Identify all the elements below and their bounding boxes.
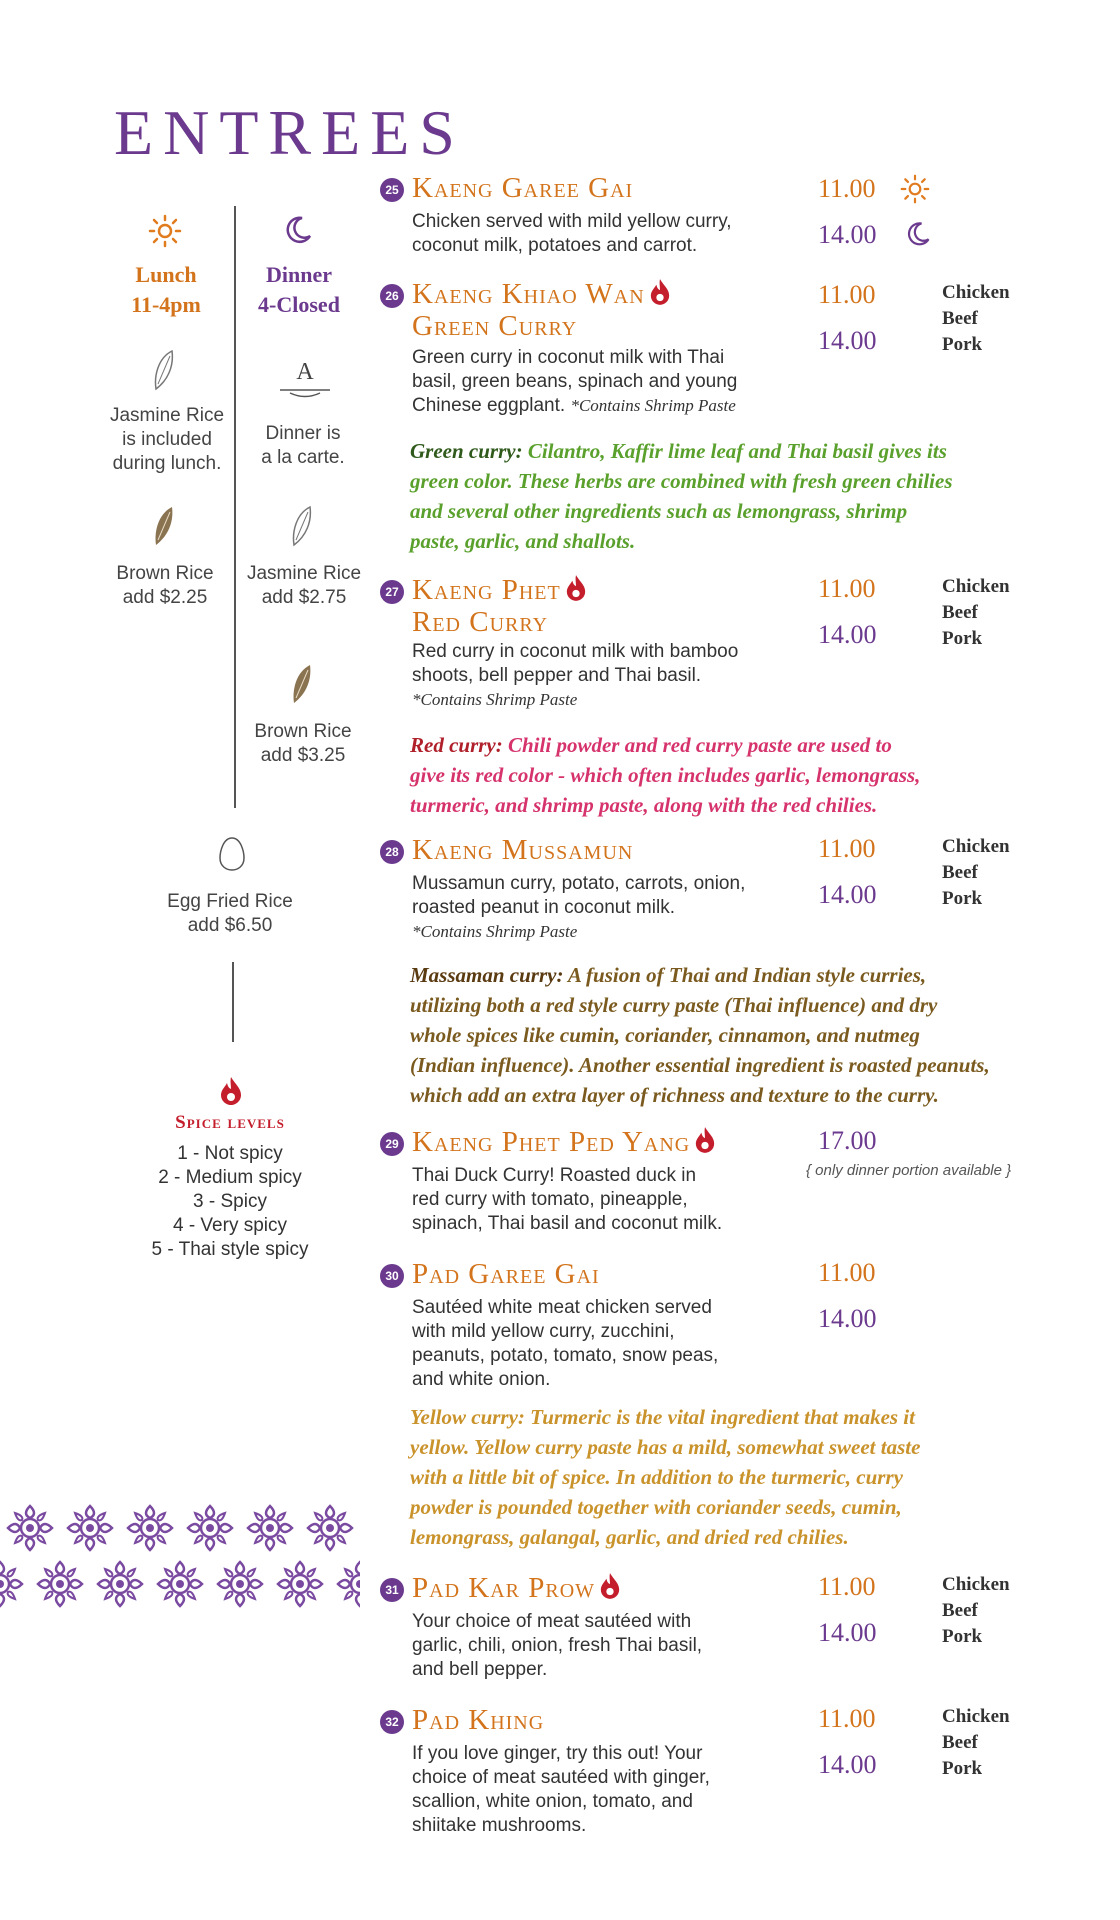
item-number: 25 — [380, 178, 404, 202]
jasmine-lunch-note: Jasmine Rice is included during lunch. — [109, 405, 225, 474]
meat-options: Chicken Beef Pork — [942, 1574, 1010, 1647]
item-name: Kaeng Khiao Wan — [412, 278, 671, 310]
item-description: Your choice of meat sautéed with garlic, chili, onion, fresh Thai basil, and bell pepper. — [412, 1611, 703, 1680]
lunch-price: 11.00 — [818, 1258, 876, 1287]
meat-options: Chicken Beef Pork — [942, 282, 1010, 355]
item-number: 30 — [380, 1264, 404, 1288]
item-description: Chicken served with mild yellow curry, coconut milk, potatoes and carrot. — [412, 211, 732, 256]
dinner-only-note: { only dinner portion available } — [806, 1162, 1012, 1179]
item-name: Kaeng Phet — [412, 574, 587, 606]
brown-rice-icon — [288, 662, 316, 706]
dinner-price: 14.00 — [818, 620, 877, 649]
dinner-price: 14.00 — [818, 220, 877, 249]
shrimp-note: *Contains Shrimp Paste — [412, 922, 578, 941]
plate-letter: A — [296, 359, 314, 385]
item-number: 31 — [380, 1578, 404, 1602]
jasmine-rice-dinner: Jasmine Rice add $2.75 — [246, 563, 362, 608]
moon-icon — [904, 220, 932, 248]
lunch-price: 11.00 — [818, 174, 876, 203]
flame-icon — [599, 1572, 621, 1600]
lunch-price: 11.00 — [818, 1572, 876, 1601]
rice-grain-icon — [288, 504, 316, 548]
flame-icon — [694, 1126, 716, 1154]
flame-icon — [219, 1076, 243, 1106]
item-name: Kaeng Mussamun — [412, 834, 634, 866]
item-number: 26 — [380, 284, 404, 308]
lunch-price: 11.00 — [818, 1704, 876, 1733]
rice-grain-icon — [150, 348, 178, 392]
divider — [234, 206, 236, 808]
sun-icon — [900, 174, 930, 204]
yellow-curry-info: Yellow curry: Turmeric is the vital ingredient that makes it yellow. Yellow curry paste has a mild, somewhat sweet taste with a little bit of spice. In addition to the turmeric, curry powder is pounded together with coriander seeds, cumin, lemongrass, galangal, garlic, and dried red chilies. — [410, 1405, 921, 1549]
item-description: If you love ginger, try this out! Your choice of meat sautéed with ginger, scallion, white onion, tomato, and shiitake mushrooms. — [412, 1743, 710, 1836]
brown-rice-dinner: Brown Rice add $3.25 — [254, 721, 352, 766]
divider — [232, 962, 234, 1042]
meat-options: Chicken Beef Pork — [942, 1706, 1010, 1779]
item-description: Green curry in coconut milk with Thai basil, green beans, spinach and young Chinese eggplant. *Contains Shrimp Paste — [412, 347, 738, 416]
item-name: Pad Kar Prow — [412, 1572, 621, 1604]
flame-icon — [649, 278, 671, 306]
item-name: Pad Khing — [412, 1704, 545, 1736]
item-description: Red curry in coconut milk with bamboo shoots, bell pepper and Thai basil. *Contains Shrimp Paste — [412, 640, 738, 712]
lunch-price: 11.00 — [818, 280, 876, 309]
dinner-price: 14.00 — [818, 1304, 877, 1333]
item-description: Thai Duck Curry! Roasted duck in red curry with tomato, pineapple, spinach, Thai basil and coconut milk. — [412, 1165, 723, 1234]
item-number: 32 — [380, 1710, 404, 1734]
dinner-price: 14.00 — [818, 1618, 877, 1647]
meat-options: Chicken Beef Pork — [942, 836, 1010, 909]
dinner-price: 14.00 — [818, 1750, 877, 1779]
lunch-label: Lunch 11-4pm — [131, 262, 201, 317]
dinner-carte-note: Dinner is a la carte. — [261, 423, 345, 468]
dinner-price: 14.00 — [818, 326, 877, 355]
item-name: Pad Garee Gai — [412, 1258, 600, 1290]
list-item: 5 - Thai style spicy — [151, 1239, 309, 1260]
shrimp-note: *Contains Shrimp Paste — [570, 396, 736, 415]
item-description: Sautéed white meat chicken served with mild yellow curry, zucchini, peanuts, potato, tomato, snow peas, and white onion. — [412, 1297, 719, 1390]
item-name: Kaeng Garee Gai — [412, 172, 634, 204]
decorative-pattern — [0, 1500, 360, 1612]
item-description: Mussamun curry, potato, carrots, onion, roasted peanut in coconut milk. *Contains Shrimp Paste — [412, 872, 745, 944]
spice-levels-title: Spice levels — [175, 1112, 285, 1133]
lunch-price: 11.00 — [818, 574, 876, 603]
list-item: 3 - Spicy — [193, 1191, 267, 1212]
item-subname: Red Curry — [412, 606, 549, 638]
list-item: 4 - Very spicy — [172, 1215, 288, 1236]
item-number: 27 — [380, 580, 404, 604]
sun-icon — [148, 214, 182, 248]
page-title: ENTREES — [114, 97, 465, 168]
egg-fried-rice: Egg Fried Rice add $6.50 — [167, 891, 293, 936]
lunch-price: 11.00 — [818, 834, 876, 863]
flame-icon — [565, 574, 587, 602]
item-number: 29 — [380, 1132, 404, 1156]
list-item: 2 - Medium spicy — [158, 1167, 302, 1188]
green-curry-info: Green curry: Cilantro, Kaffir lime leaf and Thai basil gives its green color. These herbs are combined with fresh green chilies and several other ingredients such as lemongrass, shrimp paste, garlic, and shallots. — [410, 439, 953, 553]
spice-levels-list — [130, 1142, 330, 1262]
item-name: Kaeng Phet Ped Yang — [412, 1126, 716, 1158]
brown-rice-icon — [150, 504, 178, 548]
brown-rice-lunch: Brown Rice add $2.25 — [116, 563, 214, 608]
massaman-curry-info: Massaman curry: A fusion of Thai and Indian style curries, utilizing both a red style curry paste (Thai influence) and dry whole spices like cumin, coriander, cinnamon, and nutmeg (Indian influence). Another essential ingredient is roasted peanuts, which add an extra layer of richness and texture to the curry. — [410, 963, 990, 1107]
item-subname: Green Curry — [412, 310, 578, 342]
dinner-price: 17.00 — [818, 1126, 877, 1155]
list-item: 1 - Not spicy — [177, 1143, 283, 1164]
shrimp-note: *Contains Shrimp Paste — [412, 690, 578, 709]
dinner-price: 14.00 — [818, 880, 877, 909]
item-number: 28 — [380, 840, 404, 864]
egg-icon — [218, 836, 246, 872]
dinner-label: Dinner 4-Closed — [258, 262, 340, 317]
meat-options: Chicken Beef Pork — [942, 576, 1010, 649]
red-curry-info: Red curry: Chili powder and red curry paste are used to give its red color - which often includes garlic, lemongrass, turmeric, and shrimp paste, along with the red chilies. — [410, 733, 921, 817]
moon-icon — [282, 214, 314, 246]
